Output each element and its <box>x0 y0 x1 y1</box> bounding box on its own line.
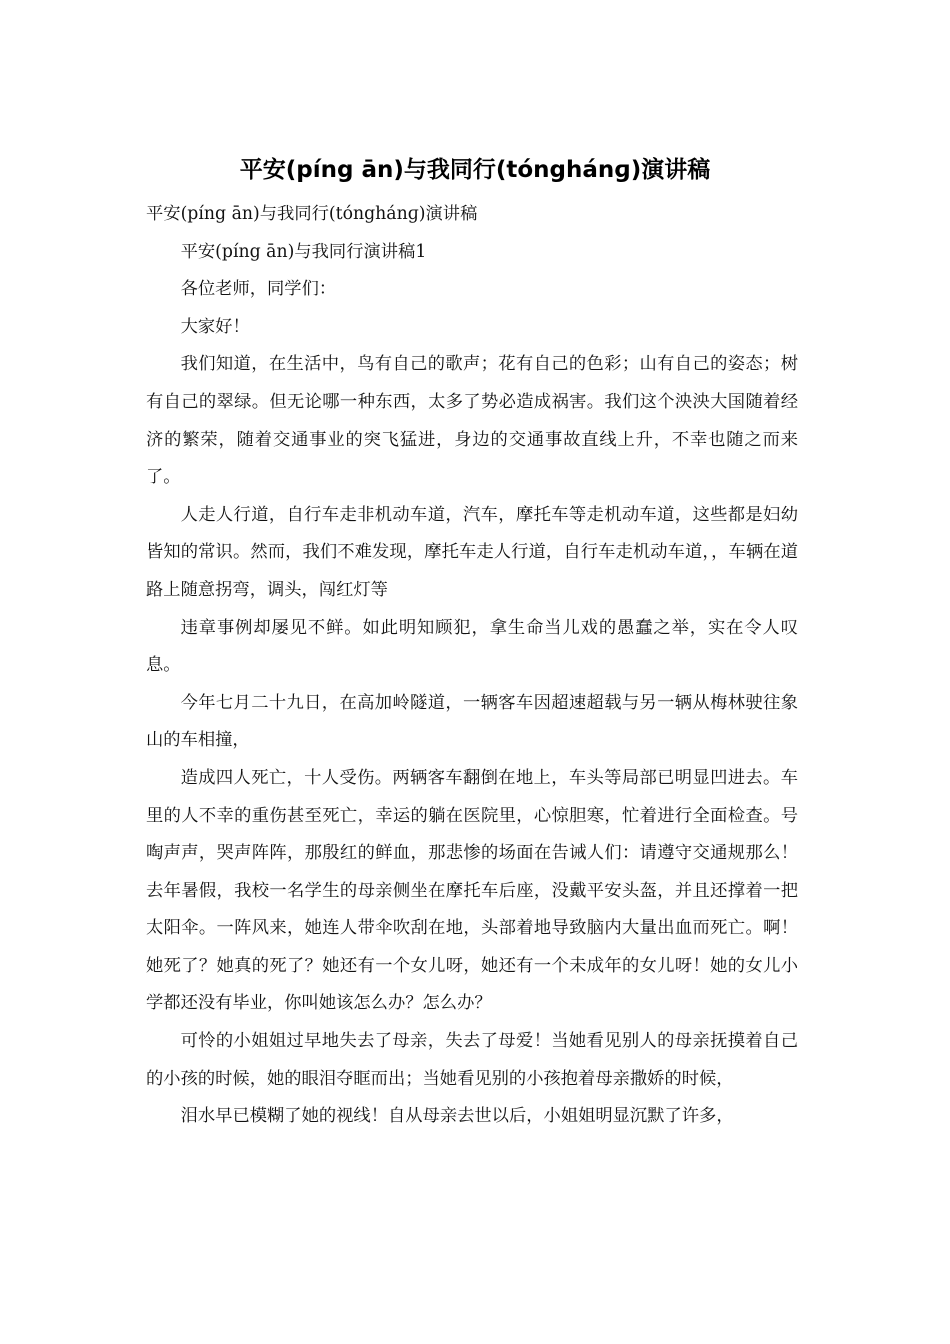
paragraph: 泪水早已模糊了她的视线！自从母亲去世以后，小姐姐明显沉默了许多， <box>180 1106 734 1127</box>
paragraph: 我们知道，在生活中，鸟有自己的歌声；花有自己的色彩；山有自己的姿态；树有自己的翠绿。但无论哪一种东西，太多了势必造成祸害。我们这个泱泱大国随着经济的繁荣，随着交通事业的突飞猛进，身边的交通事故直线上升，不幸也随之而来了。 <box>146 354 798 488</box>
paragraph: 各位老师，同学们： <box>180 279 337 300</box>
paragraph: 平安(píng ān)与我同行演讲稿1 <box>180 241 427 262</box>
paragraph: 平安(píng ān)与我同行(tónghánɡ)演讲稿 <box>146 204 478 224</box>
paragraph: 违章事例却屡见不鲜。如此明知顾犯，拿生命当儿戏的愚蠢之举，实在令人叹息。 <box>146 617 798 676</box>
paragraph: 人走人行道，自行车走非机动车道，汽车，摩托车等走机动车道，这些都是妇幼皆知的常识。然而，我们不难发现，摩托车走人行道，自行车走机动车道，，车辆在道路上随意拐弯，调头，闯红灯等 <box>146 504 798 600</box>
paragraph: 造成四人死亡，十人受伤。两辆客车翻倒在地上，车头等局部已明显凹进去。车里的人不幸的重伤甚至死亡，幸运的躺在医院里，心惊胆寒，忙着进行全面检查。号啕声声，哭声阵阵，那殷红的鲜血，那悲惨的场面在告诫人们：请遵守交通规那么！去年暑假，我校一名学生的母亲侧坐在摩托车后座，没戴平安头盔，并且还撑着一把太阳伞。一阵风来，她连人带伞吹刮在地，头部着地导致脑内大量出血而死亡。啊！她死了？她真的死了？她还有一个女儿呀，她还有一个未成年的女儿呀！她的女儿小学都还没有毕业，你叫她该怎么办？怎么办？ <box>146 767 798 1014</box>
paragraph: 可怜的小姐姐过早地失去了母亲，失去了母爱！当她看见别人的母亲抚摸着自己的小孩的时候，她的眼泪夺眶而出；当她看见别的小孩抱着母亲撒娇的时候， <box>146 1031 798 1089</box>
paragraph: 今年七月二十九日，在高加岭隧道，一辆客车因超速超载与另一辆从梅林驶往象山的车相撞， <box>146 692 798 751</box>
document-body <box>146 196 798 1136</box>
document-title: 平安(píng ān)与我同行(tónghánɡ)演讲稿 <box>239 157 711 183</box>
paragraph: 大家好！ <box>180 316 250 337</box>
